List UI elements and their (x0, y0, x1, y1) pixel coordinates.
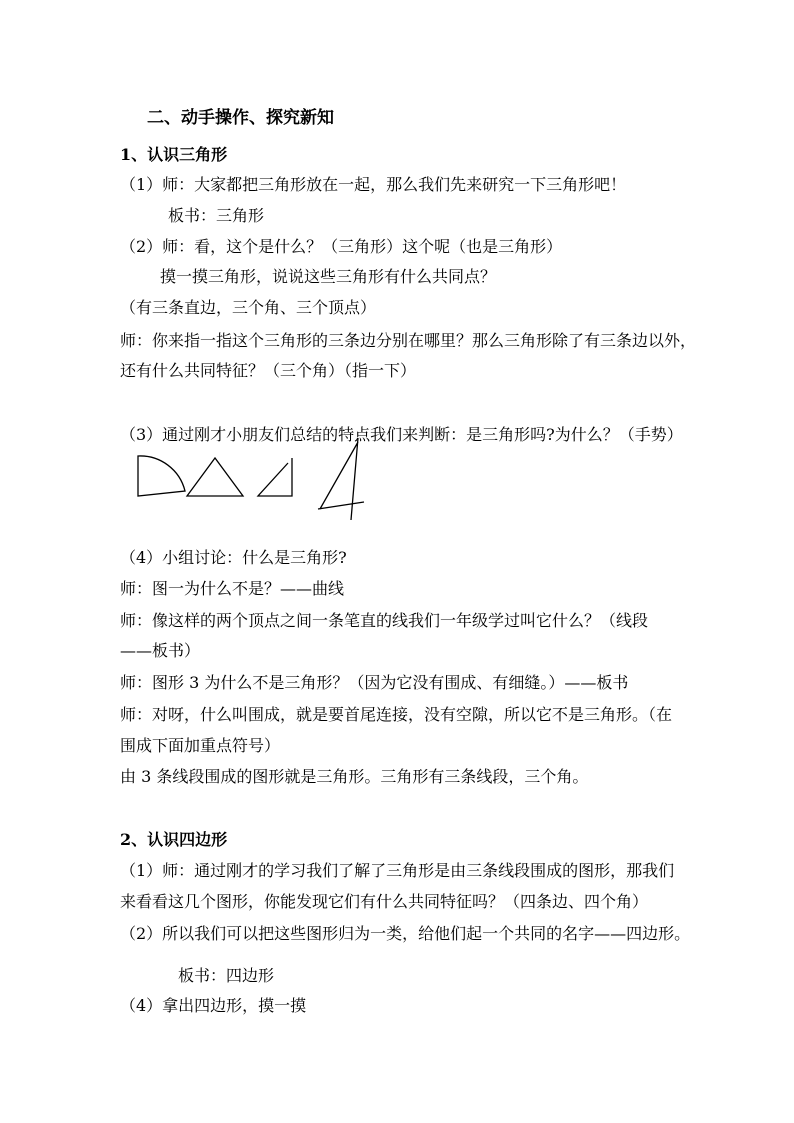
figure-triangle (187, 458, 243, 496)
part2-title: 2、认识四边形 (120, 830, 228, 849)
figure-open-triangle (258, 458, 292, 496)
part1-p4: （4）小组讨论：什么是三角形? (120, 548, 347, 567)
part1-p1: （1）师：大家都把三角形放在一起，那么我们先来研究一下三角形吧！ (120, 175, 627, 194)
part2-p1: （1）师：通过刚才的学习我们了解了三角形是由三条线段围成的图形，那我们 (120, 861, 675, 880)
part1-t2b: ——板书） (120, 641, 201, 660)
part2-p1b: 来看看这几个图形，你能发现它们有什么共同特征吗？（四条边、四个角） (120, 892, 649, 911)
part1-t5: 由 3 条线段围成的图形就是三角形。三角形有三条线段，三个角。 (120, 767, 589, 786)
part1-p2e: 还有什么共同特征？（三个角）（指一下） (120, 361, 417, 380)
section-heading: 二、动手操作、探究新知 (147, 108, 334, 128)
part1-board1: 板书：三角形 (168, 206, 265, 225)
part1-p2: （2）师：看，这个是什么？（三角形）这个呢（也是三角形） (120, 237, 563, 256)
part1-t1: 师：图一为什么不是？——曲线 (120, 579, 345, 598)
part1-t4b: 围成下面加重点符号） (120, 736, 281, 755)
part2-p4: （4）拿出四边形，摸一摸 (120, 996, 307, 1015)
part1-p2c: （有三条直边，三个角、三个顶点） (120, 298, 377, 317)
figure-quarter-circle (138, 456, 185, 496)
part1-t2: 师：像这样的两个顶点之间一条笔直的线我们一年级学过叫它什么？（线段 (120, 611, 649, 630)
part1-p3: （3）通过刚才小朋友们总结的特点我们来判断：是三角形吗?为什么？（手势） (120, 425, 683, 444)
part1-t3: 师：图形 3 为什么不是三角形？（因为它没有围成、有细缝。）——板书 (120, 673, 629, 692)
part2-board: 板书：四边形 (178, 966, 275, 985)
part1-p2b: 摸一摸三角形，说说这些三角形有什么共同点？ (160, 267, 497, 286)
part1-t4: 师：对呀，什么叫围成，就是要首尾连接，没有空隙，所以它不是三角形。（在 (120, 705, 673, 724)
part1-title: 1、认识三角形 (120, 145, 228, 164)
figure-crossing-lines (318, 438, 364, 520)
part2-p2: （2）所以我们可以把这些图形归为一类，给他们起一个共同的名字——四边形。 (120, 924, 691, 943)
part1-p2d: 师：你来指一指这个三角形的三条边分别在哪里？那么三角形除了有三条边以外， (120, 331, 697, 350)
shape-figures (130, 436, 370, 526)
